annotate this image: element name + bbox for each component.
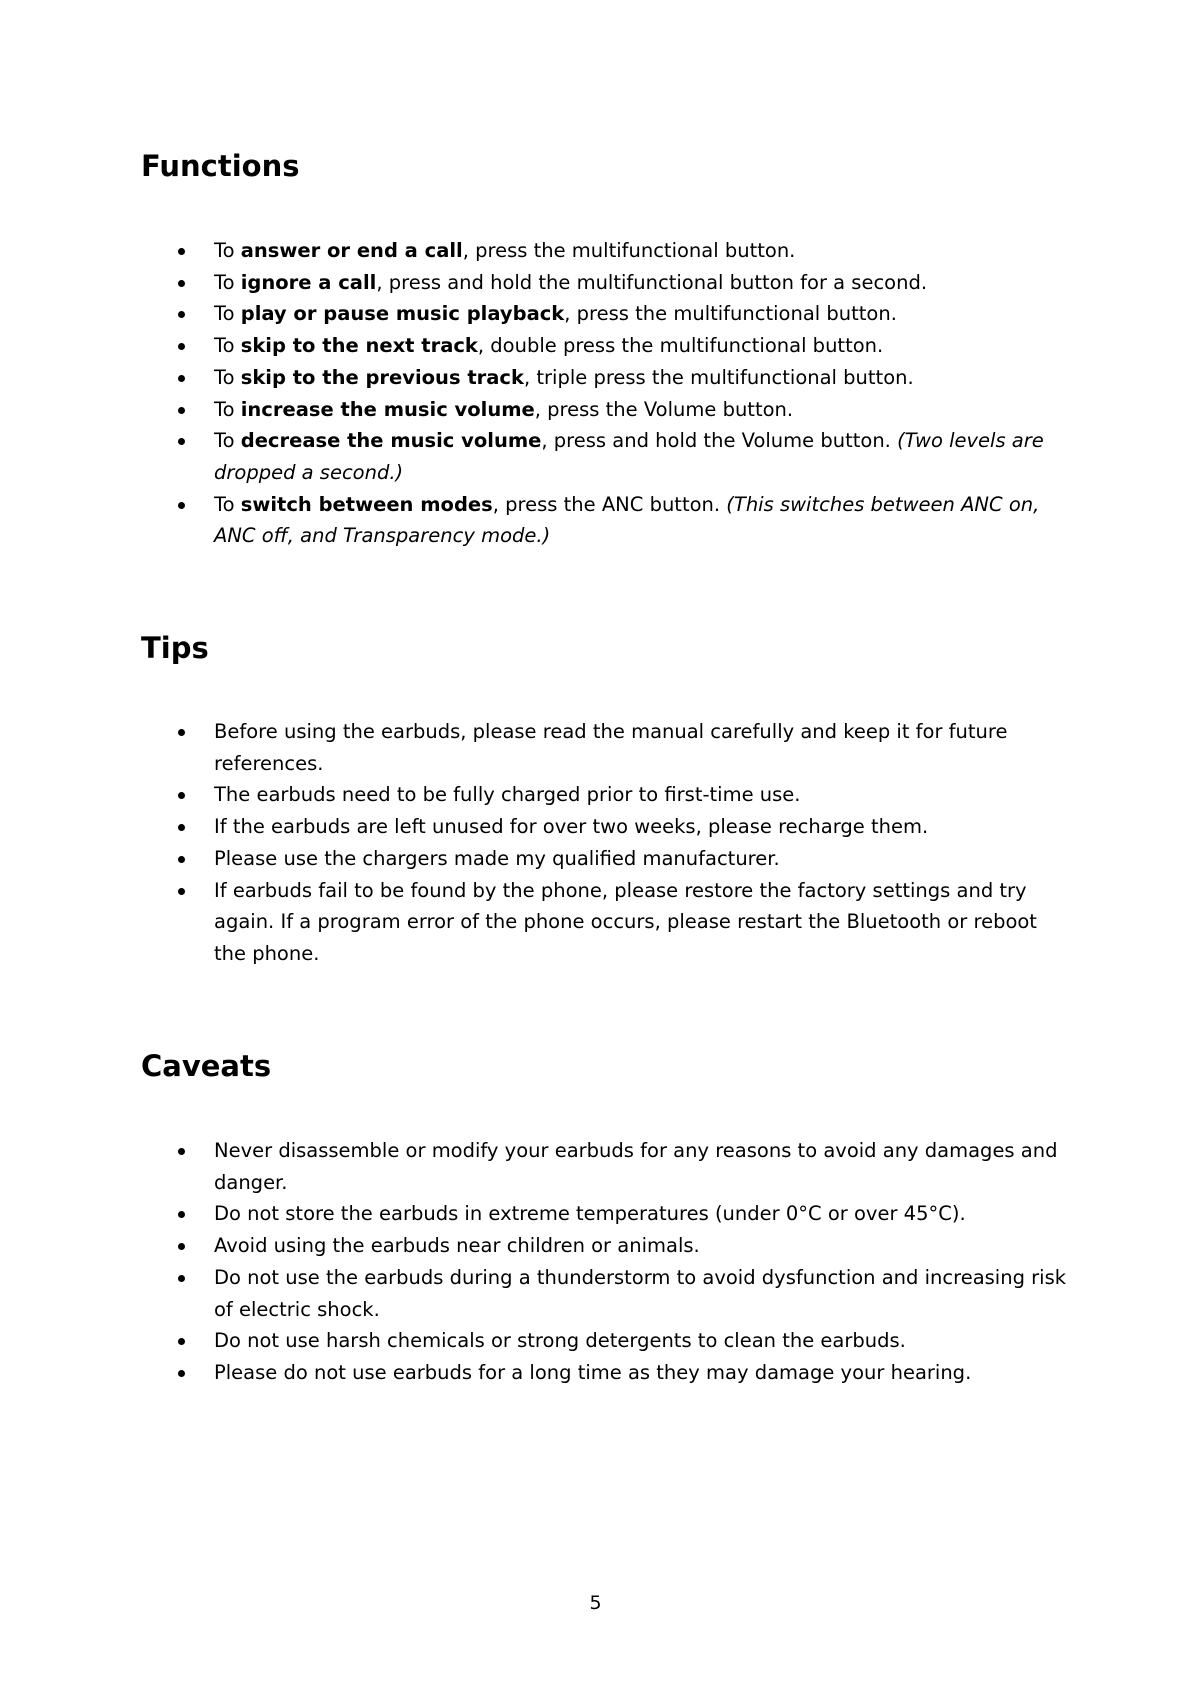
list-item: To skip to the next track, double press the multifunctional button. [171, 330, 1071, 362]
bullet-icon [178, 1211, 185, 1218]
list-item: If earbuds fail to be found by the phone, please restore the factory settings and try again. If a program error of the phone occurs, please restart the Bluetooth or reboot the phone. [171, 875, 1071, 970]
bullet-icon [178, 1275, 185, 1282]
list-item: To increase the music volume, press the Volume button. [171, 394, 1071, 426]
tips-list [171, 716, 1071, 970]
bullet-icon [178, 824, 185, 831]
bullet-icon [178, 1370, 185, 1377]
bullet-icon [178, 407, 185, 414]
bullet-icon [178, 1338, 185, 1345]
bullet-icon [178, 729, 185, 736]
list-item: Do not use the earbuds during a thunderstorm to avoid dysfunction and increasing risk of electric shock. [171, 1262, 1071, 1325]
list-item: To play or pause music playback, press the multifunctional button. [171, 298, 1071, 330]
caveats-list [171, 1135, 1071, 1389]
list-item: Please use the chargers made my qualified manufacturer. [171, 843, 1071, 875]
bullet-icon [178, 502, 185, 509]
list-item: If the earbuds are left unused for over two weeks, please recharge them. [171, 811, 1071, 843]
caveats-heading: Caveats [141, 1049, 272, 1083]
functions-list [171, 235, 1071, 552]
functions-heading: Functions [141, 149, 300, 183]
bullet-icon [178, 1243, 185, 1250]
list-item: To skip to the previous track, triple press the multifunctional button. [171, 362, 1071, 394]
bullet-icon [178, 311, 185, 318]
bullet-icon [178, 375, 185, 382]
list-item: To switch between modes, press the ANC button. (This switches between ANC on, ANC off, and Transparency mode.) [171, 489, 1071, 552]
list-item: To ignore a call, press and hold the multifunctional button for a second. [171, 267, 1071, 299]
list-item: To answer or end a call, press the multifunctional button. [171, 235, 1071, 267]
bullet-icon [178, 856, 185, 863]
list-item: Do not use harsh chemicals or strong detergents to clean the earbuds. [171, 1325, 1071, 1357]
list-item: Never disassemble or modify your earbuds for any reasons to avoid any damages and danger. [171, 1135, 1071, 1198]
bullet-icon [178, 280, 185, 287]
list-item: To decrease the music volume, press and hold the Volume button. (Two levels are dropped a second.) [171, 425, 1071, 488]
bullet-icon [178, 1148, 185, 1155]
page-number: 5 [589, 1592, 602, 1614]
bullet-icon [178, 438, 185, 445]
list-item: Do not store the earbuds in extreme temperatures (under 0°C or over 45°C). [171, 1198, 1071, 1230]
bullet-icon [178, 343, 185, 350]
bullet-icon [178, 888, 185, 895]
list-item: The earbuds need to be fully charged prior to first-time use. [171, 779, 1071, 811]
bullet-icon [178, 792, 185, 799]
list-item: Please do not use earbuds for a long time as they may damage your hearing. [171, 1357, 1071, 1389]
list-item: Avoid using the earbuds near children or animals. [171, 1230, 1071, 1262]
tips-heading: Tips [141, 631, 209, 665]
bullet-icon [178, 248, 185, 255]
list-item: Before using the earbuds, please read the manual carefully and keep it for future references. [171, 716, 1071, 779]
